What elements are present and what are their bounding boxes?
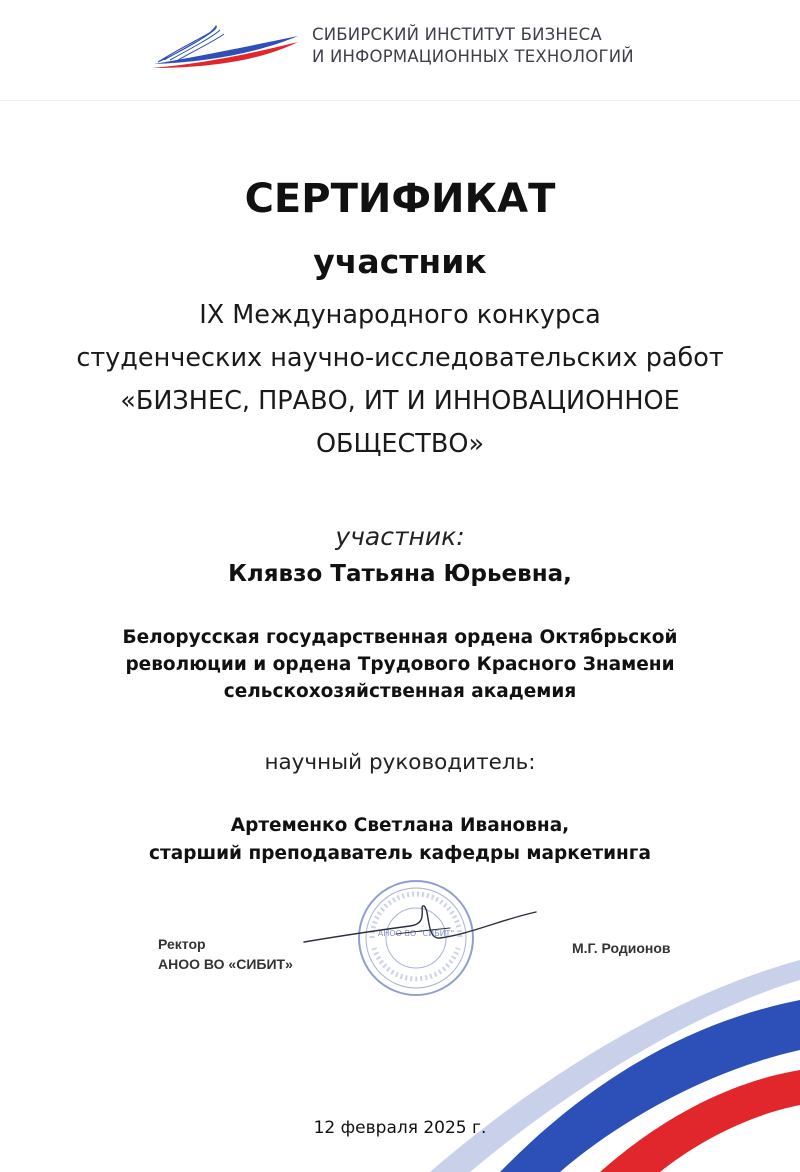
seal-text: АНОО ВО "СИБИТ"	[377, 929, 455, 938]
participant-organization	[0, 624, 800, 705]
organization-line-3: сельскохозяйственная академия	[223, 681, 577, 702]
participant-label: участник:	[335, 522, 465, 551]
rector-label	[158, 934, 293, 974]
rector-name: М.Г. Родионов	[572, 940, 671, 956]
contest-line-2: студенческих научно-исследовательских работ	[76, 343, 724, 373]
certificate-header	[0, 0, 800, 101]
contest-line-3: «БИЗНЕС, ПРАВО, ИТ И ИННОВАЦИОННОЕ	[120, 386, 680, 416]
institute-name-line-2: И ИНФОРМАЦИОННЫХ ТЕХНОЛОГИЙ	[312, 47, 634, 66]
institute-name-line-1: СИБИРСКИЙ ИНСТИТУТ БИЗНЕСА	[312, 25, 602, 44]
supervisor-info	[0, 812, 800, 868]
rector-title: Ректор	[158, 936, 206, 952]
organization-line-1: Белорусская государственная ордена Октябрьской	[122, 627, 678, 648]
supervisor-position: старший преподаватель кафедры маркетинга	[149, 843, 651, 864]
contest-line-4: ОБЩЕСТВО»	[315, 429, 485, 459]
supervisor-label: научный руководитель:	[264, 750, 536, 775]
handwritten-signature-icon	[300, 896, 540, 966]
issue-date: 12 февраля 2025 г.	[313, 1118, 487, 1138]
organization-line-2: революции и ордена Трудового Красного Знамени	[125, 654, 675, 675]
institute-name	[312, 24, 782, 68]
contest-name	[0, 294, 800, 466]
certificate-title: СЕРТИФИКАТ	[244, 176, 556, 222]
rector-org: АНОО ВО «СИБИТ»	[158, 956, 293, 972]
certificate-subtitle: участник	[313, 242, 487, 281]
supervisor-name: Артеменко Светлана Ивановна,	[230, 815, 570, 836]
contest-line-1: IX Международного конкурса	[199, 300, 601, 330]
participant-name: Клявзо Татьяна Юрьевна,	[228, 561, 572, 587]
sibit-logo-icon	[150, 22, 300, 70]
